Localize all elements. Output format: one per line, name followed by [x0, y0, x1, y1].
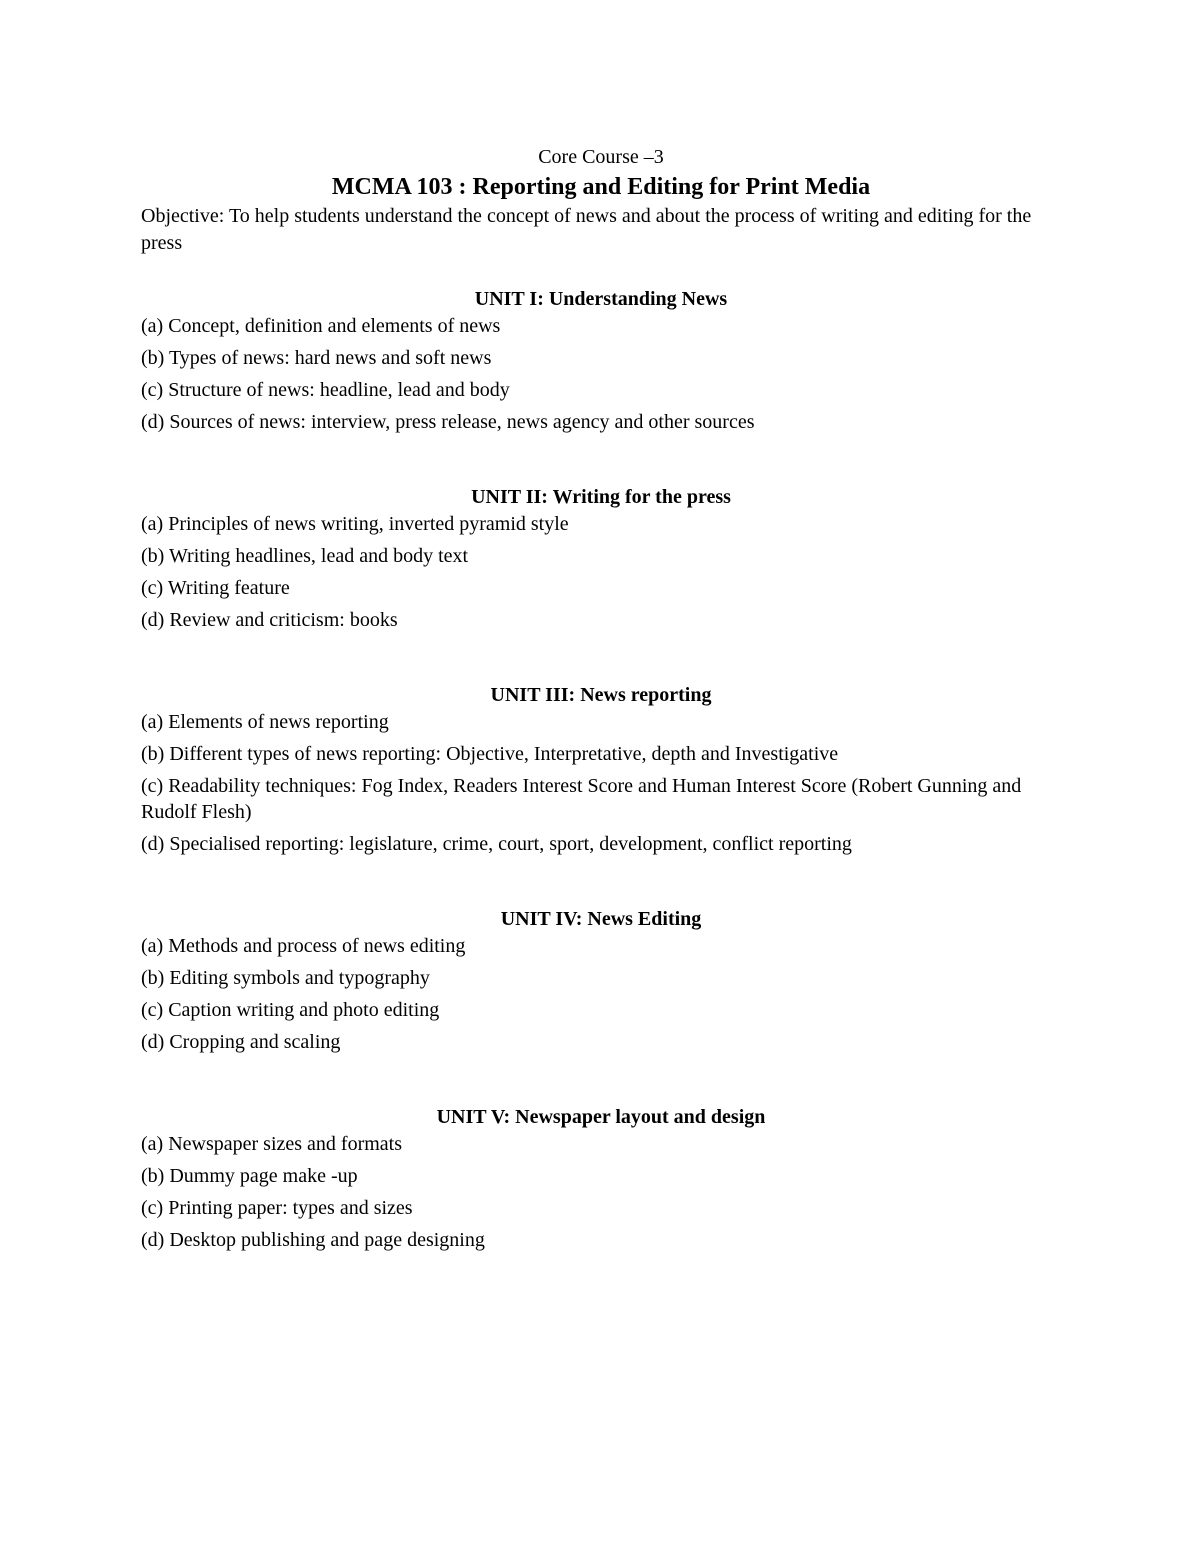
- list-item: (d) Sources of news: interview, press release, news agency and other sources: [141, 411, 755, 433]
- list-item: (d) Cropping and scaling: [141, 1031, 341, 1053]
- list-item: (a) Methods and process of news editing: [141, 935, 466, 957]
- unit-1: [141, 285, 1061, 435]
- unit-item-list: [141, 1131, 1061, 1253]
- unit-5: [141, 1103, 1061, 1253]
- unit-item-list: [141, 511, 1061, 633]
- unit-3: [141, 681, 1061, 857]
- course-title: MCMA 103 : Reporting and Editing for Print Media: [331, 174, 871, 200]
- list-item: (b) Types of news: hard news and soft news: [141, 347, 492, 369]
- list-item: (b) Writing headlines, lead and body text: [141, 545, 469, 567]
- unit-4: [141, 905, 1061, 1055]
- unit-2: [141, 483, 1061, 633]
- unit-heading: UNIT I: Understanding News: [474, 288, 728, 310]
- list-item: (b) Dummy page make -up: [141, 1165, 358, 1187]
- list-item: (d) Specialised reporting: legislature, crime, court, sport, development, conflict reporting: [141, 833, 852, 855]
- unit-item-list: [141, 933, 1061, 1055]
- list-item: (c) Readability techniques: Fog Index, Readers Interest Score and Human Interest Score (Robert Gunning and Rudolf Flesh): [141, 775, 1022, 823]
- list-item: (c) Caption writing and photo editing: [141, 999, 440, 1021]
- unit-item-list: [141, 313, 1061, 435]
- list-item: (b) Editing symbols and typography: [141, 967, 430, 989]
- list-item: (b) Different types of news reporting: Objective, Interpretative, depth and Investigative: [141, 743, 839, 765]
- list-item: (a) Concept, definition and elements of news: [141, 315, 501, 337]
- list-item: (a) Elements of news reporting: [141, 711, 389, 733]
- list-item: (c) Structure of news: headline, lead and body: [141, 379, 510, 401]
- list-item: (d) Review and criticism: books: [141, 609, 398, 631]
- course-label: Core Course –3: [538, 146, 664, 168]
- unit-heading: UNIT IV: News Editing: [500, 908, 702, 930]
- unit-item-list: [141, 709, 1061, 857]
- unit-heading: UNIT V: Newspaper layout and design: [436, 1106, 766, 1128]
- unit-heading: UNIT III: News reporting: [490, 684, 712, 706]
- course-objective: Objective: To help students understand the concept of news and about the process of writing and editing for the press: [141, 205, 1032, 254]
- list-item: (a) Principles of news writing, inverted pyramid style: [141, 513, 569, 535]
- list-item: (c) Printing paper: types and sizes: [141, 1197, 413, 1219]
- list-item: (c) Writing feature: [141, 577, 290, 599]
- unit-heading: UNIT II: Writing for the press: [471, 486, 731, 508]
- list-item: (d) Desktop publishing and page designing: [141, 1229, 485, 1251]
- document-page: [141, 141, 1061, 1259]
- list-item: (a) Newspaper sizes and formats: [141, 1133, 403, 1155]
